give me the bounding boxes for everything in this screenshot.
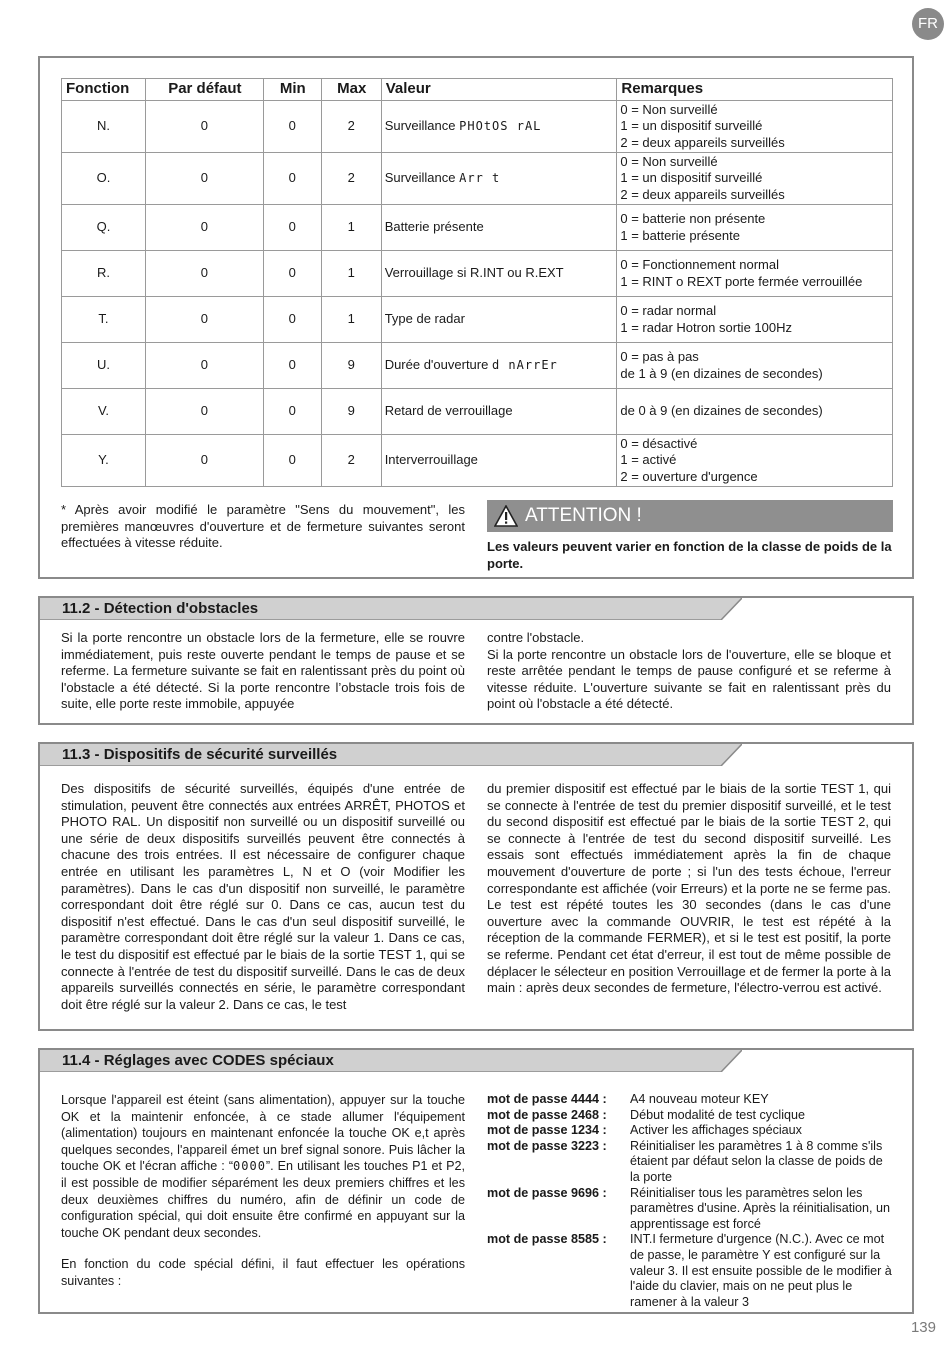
code-description: Début modalité de test cyclique — [630, 1107, 806, 1122]
paragraph: En fonction du code spécial défini, il faut effectuer les opérations suivantes : — [61, 1257, 465, 1288]
section-title: 11.3 - Dispositifs de sécurité surveillés — [62, 746, 338, 763]
cell-remarques — [617, 101, 893, 153]
value-label: Surveillance — [384, 118, 456, 134]
remark-line: 0 = Non surveillé — [620, 101, 718, 117]
code-key: mot de passe 4444 : — [487, 1092, 607, 1106]
cell-valeur — [381, 205, 617, 251]
warning-icon — [494, 505, 518, 538]
value-label: Durée d'ouverture — [384, 357, 489, 373]
code-key: mot de passe 8585 : — [487, 1232, 607, 1247]
table-row — [62, 251, 893, 297]
remark-line: 1 = activé — [620, 452, 677, 468]
code-row — [487, 1186, 893, 1233]
remark-line: 2 = deux appareils surveillés — [620, 134, 785, 150]
remark-line: 1 = radar Hotron sortie 100Hz — [620, 319, 792, 335]
cell-valeur — [381, 101, 617, 153]
cell-default: 0 — [145, 153, 263, 205]
display-code: Arr t — [459, 171, 501, 186]
cell-default: 0 — [145, 389, 263, 435]
code-description: A4 nouveau moteur KEY — [630, 1092, 769, 1106]
remark-line: 0 = Fonctionnement normal — [620, 256, 779, 272]
section-header — [40, 1050, 912, 1072]
section-11-3 — [38, 742, 914, 1031]
cell-fonction: O. — [62, 153, 146, 205]
remark-line: 0 = pas à pas — [620, 348, 699, 364]
code-key: mot de passe 9696 : — [487, 1185, 607, 1200]
code-row — [487, 1232, 893, 1310]
section-left-column — [61, 630, 465, 713]
table-row — [62, 389, 893, 435]
cell-default: 0 — [145, 205, 263, 251]
display-code: d nArrEr — [491, 358, 558, 373]
remark-line: 1 = un dispositif surveillé — [620, 170, 763, 186]
display-code: 0000 — [233, 1159, 266, 1174]
cell-fonction: V. — [62, 389, 146, 435]
table-row — [62, 343, 893, 389]
cell-remarques — [617, 389, 893, 435]
parameter-table — [61, 78, 893, 487]
cell-min: 0 — [263, 251, 321, 297]
cell-remarques — [617, 251, 893, 297]
remark-line: 1 = batterie présente — [620, 227, 740, 243]
table-header-row — [62, 79, 893, 101]
cell-min: 0 — [263, 153, 321, 205]
code-description: Réinitialiser les paramètres 1 à 8 comme s'ils étaient par défaut selon la classe de poids de la porte — [630, 1138, 883, 1184]
value-label: Interverrouillage — [384, 452, 478, 468]
header-remarques: Remarques — [617, 79, 893, 101]
cell-min: 0 — [263, 297, 321, 343]
remark-line: 1 = un dispositif surveillé — [620, 118, 763, 134]
code-key: mot de passe 1234 : — [487, 1123, 607, 1138]
header-default: Par défaut — [145, 79, 263, 101]
attention-title: ATTENTION ! — [525, 505, 642, 526]
cell-max: 9 — [321, 389, 381, 435]
table-row — [62, 435, 893, 487]
cell-fonction: Y. — [62, 435, 146, 487]
paragraph-start: Lorsque l'appareil est éteint (sans alimentation), appuyer sur la touche OK et la maintenir enfoncée, à ce stade allumer l'équipement (alimentation) toujours en maintenant enfoncée la touche OK e,t après quelques secondes, l'appareil émet un bref signal sonore. Puis lâcher la touche OK et l'écran affiche : “ — [61, 1093, 465, 1174]
remark-line: 0 = batterie non présente — [620, 210, 766, 226]
cell-max: 9 — [321, 343, 381, 389]
value-label: Surveillance — [384, 170, 456, 186]
paragraph: Si la porte rencontre un obstacle lors de la fermeture, elle se rouvre immédiatement, puis reste ouverte pendant le temps de pause et se referme. La fermeture suivante se fait en ralentissant près du point où l'obstacle a été détecté. Si la porte rencontre l’obstacle trois fois de suite, elle porte reste immobile, appuyée — [61, 630, 465, 712]
remark-line: 2 = ouverture d'urgence — [620, 468, 758, 484]
cell-valeur — [381, 389, 617, 435]
section-right-column — [487, 781, 891, 997]
value-label: Retard de verrouillage — [384, 403, 513, 419]
cell-max: 1 — [321, 297, 381, 343]
cell-default: 0 — [145, 101, 263, 153]
code-row — [487, 1108, 893, 1124]
cell-remarques — [617, 435, 893, 487]
cell-fonction: R. — [62, 251, 146, 297]
value-label: Verrouillage si R.INT ou R.EXT — [384, 265, 564, 281]
value-label: Batterie présente — [384, 219, 484, 235]
paragraph: Si la porte rencontre un obstacle lors de l'ouverture, elle se bloque et reste arrêtée pendant le temps de pause configuré et se referme à vitesse réduite. L'ouverture suivante se fait en ralentissant près du point où l'obstacle a été détecté. — [487, 646, 891, 712]
cell-valeur — [381, 251, 617, 297]
paragraph: Des dispositifs de sécurité surveillés, équipés d'une entrée de stimulation, peuvent être connectés aux entrées ARRÊT, PHOTOS et PHOTO RAL. Un dispositif non surveillé ou un dispositif surveillé ou une série de deux dispositifs surveillés peuvent être connectés à chacune des trois entrées. Il est nécessaire de configurer chaque entrée en utilisant les paramètres L, N et O (voir Modifier les paramètres). Dans le cas d'un dispositif non surveillé, le paramètre correspondant doit être réglé sur 0. Dans ce cas, aucun test du dispositif n'est effectué. Dans le cas d'un seul dispositif surveillé, le paramètre correspondant doit être réglé sur la valeur 1. Dans ce cas, le test du dispositif est effectué par le biais de la sortie TEST 1, qui se connecte à l'entrée de test du dispositif surveillé. Dans le cas de deux appareils surveillés connectés en série, le paramètre correspondant doit être réglé sur la valeur 2. Dans ce cas, le test — [61, 781, 465, 1012]
code-description: Activer les affichages spéciaux — [630, 1123, 802, 1138]
paragraph — [61, 1092, 465, 1241]
remark-line: 2 = deux appareils surveillés — [620, 186, 785, 202]
cell-min: 0 — [263, 205, 321, 251]
attention-box — [487, 500, 893, 572]
value-label: Type de radar — [384, 311, 465, 327]
cell-remarques — [617, 343, 893, 389]
paragraph-end: ”. En utilisant les touches P1 et P2, il est possible de modifier séparément les deux premiers chiffres et les deux deuxièmes chiffres du numéro, afin de définir un code de configuration spécial, qui doit ensuite être confirmé en appuyant sur la touche OK pendant deux secondes. — [61, 1159, 465, 1240]
header-min: Min — [263, 79, 321, 101]
remark-line: de 1 à 9 (en dizaines de secondes) — [620, 365, 823, 381]
code-description: Réinitialiser tous les paramètres selon les paramètres d'usine. Après la réinitialisation, un apprentissage est forcé — [630, 1185, 891, 1231]
cell-max: 1 — [321, 205, 381, 251]
cell-default: 0 — [145, 297, 263, 343]
code-row — [487, 1092, 893, 1108]
cell-min: 0 — [263, 435, 321, 487]
cell-min: 0 — [263, 343, 321, 389]
header-max: Max — [321, 79, 381, 101]
remark-line: de 0 à 9 (en dizaines de secondes) — [620, 403, 823, 419]
cell-default: 0 — [145, 435, 263, 487]
cell-valeur — [381, 297, 617, 343]
remark-line: 0 = désactivé — [620, 435, 698, 451]
header-fonction: Fonction — [62, 79, 146, 101]
cell-min: 0 — [263, 389, 321, 435]
code-row — [487, 1123, 893, 1139]
table-row — [62, 101, 893, 153]
table-row — [62, 205, 893, 251]
section-title: 11.2 - Détection d'obstacles — [62, 600, 259, 617]
section-11-2 — [38, 596, 914, 725]
special-codes-list — [487, 1092, 893, 1310]
language-badge: FR — [912, 8, 944, 40]
cell-remarques — [617, 205, 893, 251]
code-row — [487, 1139, 893, 1186]
cell-fonction: U. — [62, 343, 146, 389]
cell-fonction: Q. — [62, 205, 146, 251]
cell-max: 1 — [321, 251, 381, 297]
remark-line: 0 = radar normal — [620, 302, 717, 318]
code-description: INT.I fermeture d'urgence (N.C.). Avec ce mot de passe, le paramètre Y est configuré sur la valeur 3. Il est ensuite possible de le modifier à l'aide du clavier, mais on ne peut plus le ramener à la valeur 3 — [630, 1232, 892, 1309]
section-right-column — [487, 630, 891, 713]
cell-max: 2 — [321, 435, 381, 487]
code-key: mot de passe 3223 : — [487, 1138, 607, 1153]
remark-line: 1 = RINT o REXT porte fermée verrouillée — [620, 273, 863, 289]
header-valeur: Valeur — [381, 79, 617, 101]
section-title: 11.4 - Réglages avec CODES spéciaux — [62, 1052, 334, 1069]
section-11-4 — [38, 1048, 914, 1314]
cell-max: 2 — [321, 101, 381, 153]
cell-valeur — [381, 435, 617, 487]
parameter-table-section — [38, 56, 914, 579]
display-code: PHOtOS rAL — [459, 119, 542, 134]
remark-line: 0 = Non surveillé — [620, 153, 718, 169]
cell-min: 0 — [263, 101, 321, 153]
section-left-column — [61, 781, 465, 1013]
speed-note: * Après avoir modifié le paramètre "Sens du mouvement", les premières manœuvres d'ouverture et de fermeture suivantes seront effectuées à vitesse réduite. — [61, 502, 465, 551]
table-row — [62, 297, 893, 343]
cell-remarques — [617, 153, 893, 205]
cell-default: 0 — [145, 343, 263, 389]
page-number: 139 — [910, 1319, 936, 1336]
cell-fonction: T. — [62, 297, 146, 343]
section-left-column — [61, 1092, 465, 1290]
paragraph: contre l'obstacle. — [487, 630, 585, 645]
code-key: mot de passe 2468 : — [487, 1107, 607, 1122]
section-header — [40, 598, 912, 620]
cell-remarques — [617, 297, 893, 343]
attention-banner — [487, 500, 893, 532]
attention-text: Les valeurs peuvent varier en fonction de la classe de poids de la porte. — [487, 539, 892, 571]
cell-max: 2 — [321, 153, 381, 205]
section-header — [40, 744, 912, 766]
cell-valeur — [381, 343, 617, 389]
cell-valeur — [381, 153, 617, 205]
table-row — [62, 153, 893, 205]
paragraph: du premier dispositif est effectué par le biais de la sortie TEST 1, qui se connecte à l'entrée de test du premier dispositif surveillé, et le test du second dispositif est effectué par le biais de la sortie TEST 2, qui se connecte à l'entrée de test du second dispositif surveillé. Les essais sont effectués immédiatement après la fin de chaque mouvement d'ouverture de porte ; si l'un des tests échoue, l'erreur correspondante est affichée (voir Erreurs) et la porte ne se ferme pas. Le test est répété toutes les 30 secondes (dans le cas d'une ouverture avec la commande OUVRIR, le test est répété à la réception de la commande FERMER), et si le test est positif, la porte se referme. Pendant cet état d'erreur, il est tout de même possible de déplacer le sélecteur en position Verrouillage et de fermer la porte à la main : après deux secondes de fermeture, l'électro-verrou est activé. — [487, 781, 891, 996]
cell-default: 0 — [145, 251, 263, 297]
cell-fonction: N. — [62, 101, 146, 153]
